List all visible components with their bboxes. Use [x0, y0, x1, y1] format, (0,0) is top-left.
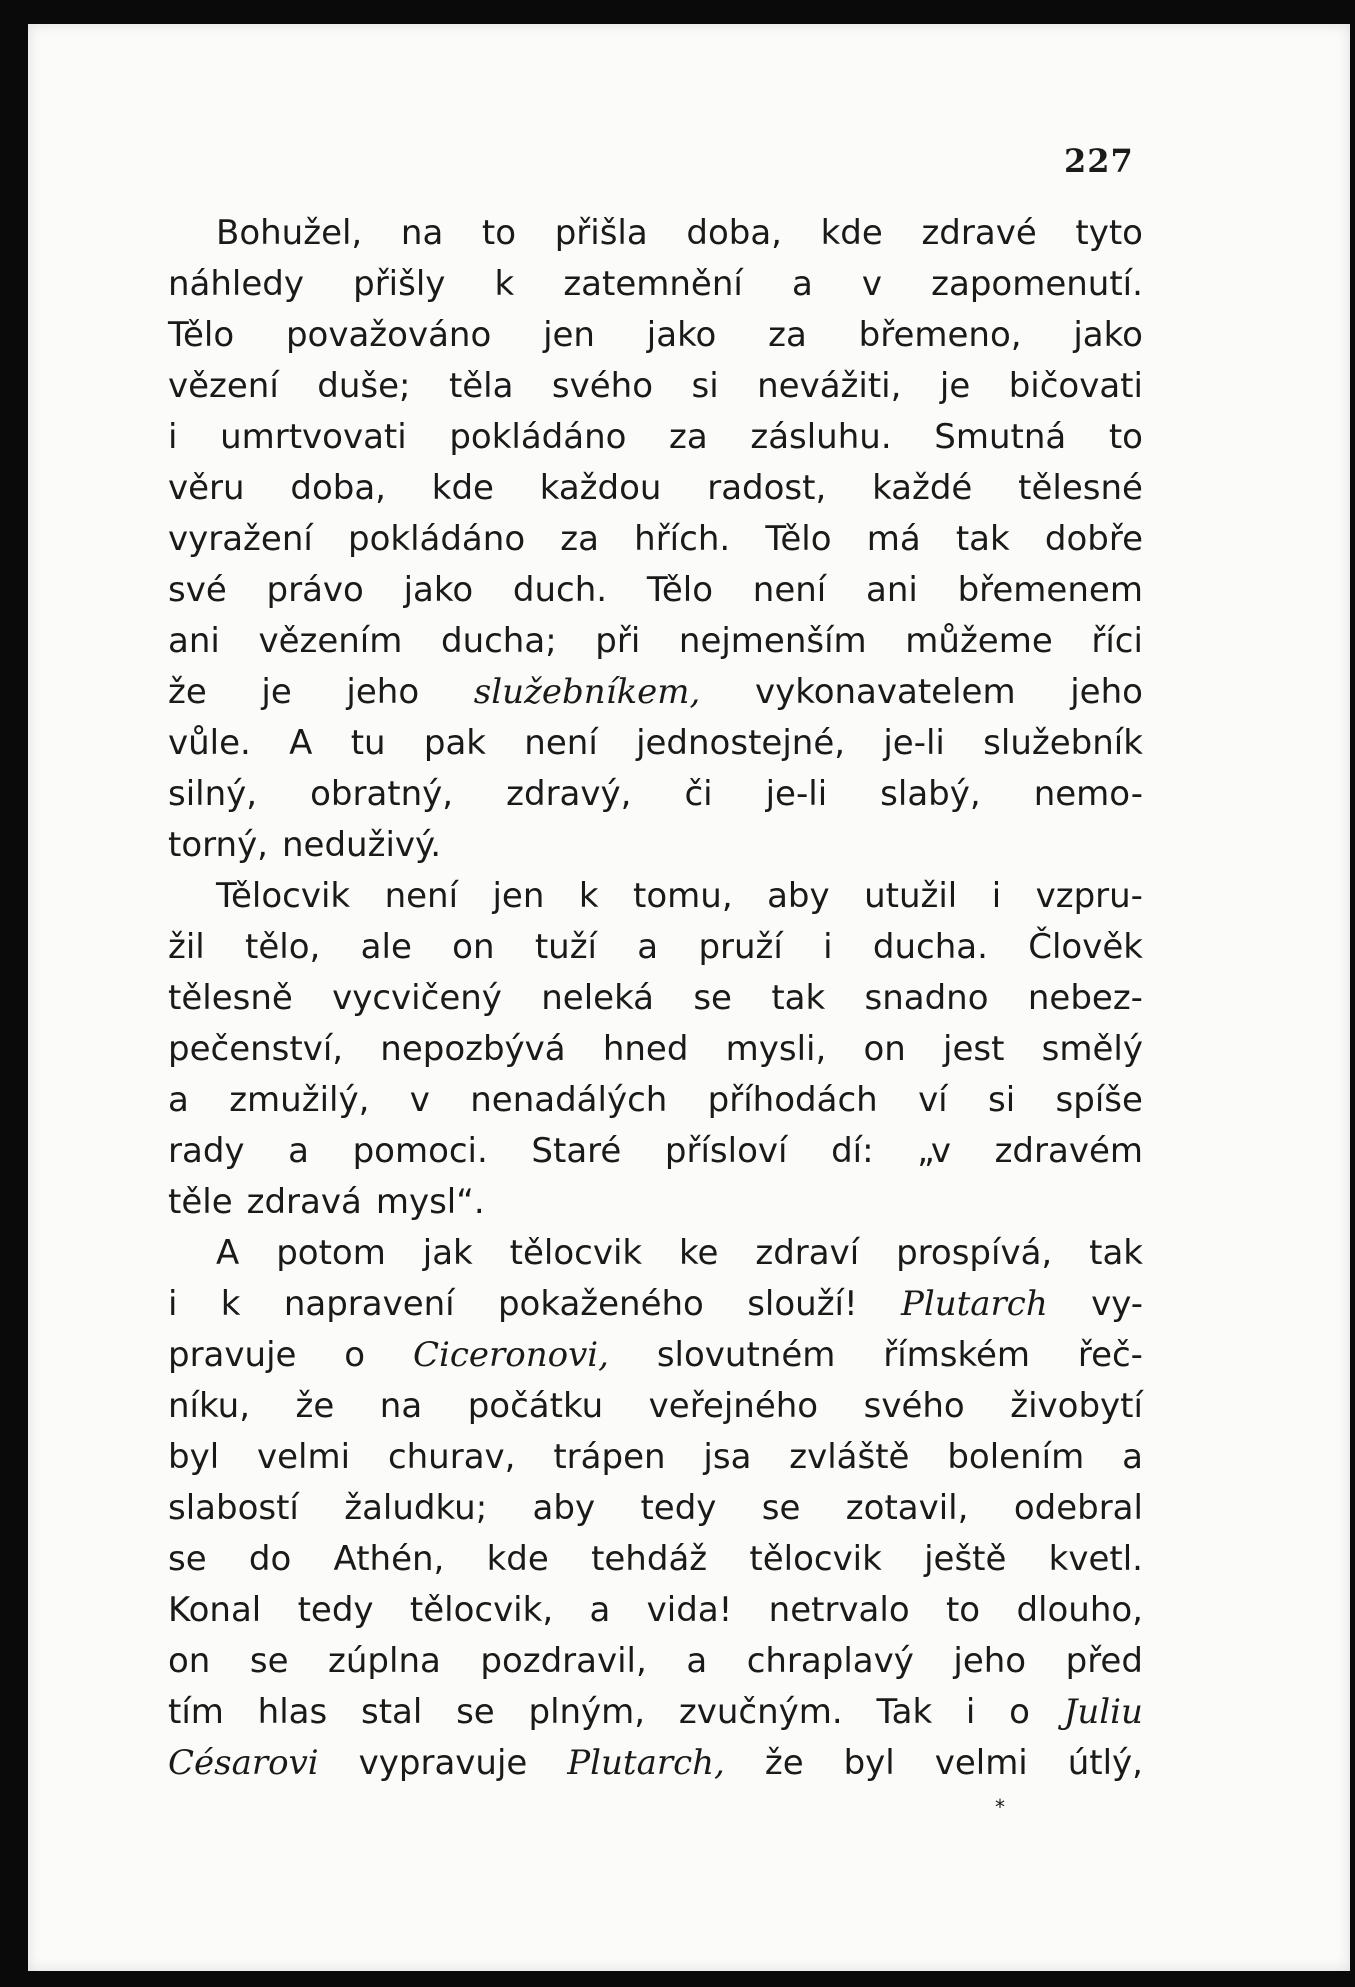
word: zvláště: [789, 1437, 910, 1477]
word: to: [481, 213, 517, 253]
word: tělesné: [1018, 468, 1143, 508]
text-line: [168, 1126, 1143, 1177]
word: jeho: [1070, 672, 1143, 712]
text-line: [168, 412, 1143, 463]
word: dobře: [1044, 519, 1143, 559]
word: a: [168, 1080, 189, 1120]
word: vy-: [1091, 1284, 1143, 1324]
word: níku,: [168, 1386, 250, 1426]
word: neleká: [541, 978, 655, 1018]
word: Člověk: [1028, 927, 1143, 967]
word: tyto: [1075, 213, 1143, 253]
text-line: [168, 208, 1143, 259]
word: torný,: [168, 825, 268, 865]
word: pak: [423, 723, 486, 763]
word: k: [220, 1284, 241, 1324]
word: jen: [543, 315, 595, 355]
word: římském: [883, 1335, 1030, 1375]
word: plným,: [528, 1692, 646, 1732]
word: nevážiti,: [757, 366, 902, 406]
word: se: [456, 1692, 495, 1732]
word: tedy: [640, 1488, 717, 1528]
word: slabý,: [880, 774, 981, 814]
text-line: [168, 973, 1143, 1024]
text-line: [168, 310, 1143, 361]
footer-mark: *: [995, 1795, 1005, 1819]
word: zdraví: [755, 1233, 860, 1273]
word: duše;: [317, 366, 411, 406]
italic-word: služebníkem,: [473, 672, 701, 712]
word: i: [168, 1284, 178, 1324]
word: slabostí: [168, 1488, 299, 1528]
word: za: [560, 519, 599, 559]
word: je: [939, 366, 971, 406]
word: vypravuje: [358, 1743, 528, 1783]
word: vůle.: [168, 723, 251, 763]
word: hned: [602, 1029, 689, 1069]
word: do: [248, 1539, 292, 1579]
word: velmi: [934, 1743, 1028, 1783]
word: se: [693, 978, 732, 1018]
word: zdravá: [246, 1182, 362, 1222]
word: velmi: [257, 1437, 351, 1477]
word: nepozbývá: [380, 1029, 566, 1069]
text-line: [168, 1075, 1143, 1126]
word: těle: [168, 1182, 233, 1222]
word: neduživý.: [282, 825, 442, 865]
word: tehdáž: [591, 1539, 708, 1579]
word: o: [344, 1335, 366, 1375]
word: tu: [350, 723, 386, 763]
word: hlas: [257, 1692, 328, 1732]
text-line: [168, 259, 1143, 310]
word: ještě: [924, 1539, 1007, 1579]
word: každou: [539, 468, 662, 508]
word: a: [589, 1590, 611, 1630]
word: pečenství,: [168, 1029, 344, 1069]
word: Tělocvik: [216, 876, 351, 916]
word: každé: [872, 468, 973, 508]
word: tak: [1089, 1233, 1143, 1273]
word: jen: [492, 876, 545, 916]
word: vězením: [258, 621, 403, 661]
word: příhodách: [707, 1080, 878, 1120]
word: pomoci.: [352, 1131, 488, 1171]
word: a: [288, 1131, 309, 1171]
word: aby: [767, 876, 830, 916]
word: svého: [551, 366, 654, 406]
body-text: [168, 208, 1143, 1789]
word: na: [379, 1386, 423, 1426]
word: řeč-: [1077, 1335, 1143, 1375]
word: Tělo: [765, 519, 832, 559]
word: kvetl.: [1048, 1539, 1143, 1579]
word: nebez-: [1027, 978, 1143, 1018]
text-line: [168, 922, 1143, 973]
word: není: [752, 570, 827, 610]
text-line: [168, 565, 1143, 616]
text-line: [168, 1024, 1143, 1075]
text-line: [168, 820, 1143, 871]
word: zdravý,: [506, 774, 632, 814]
word: přišla: [554, 213, 648, 253]
page-number: 227: [1064, 142, 1134, 180]
word: služebník: [983, 723, 1143, 763]
word: živobytí: [1010, 1386, 1143, 1426]
word: Konal: [168, 1590, 262, 1630]
text-line: [168, 1228, 1143, 1279]
word: jako: [1073, 315, 1143, 355]
word: přišly: [353, 264, 446, 304]
word: pokaženého: [497, 1284, 704, 1324]
italic-word: Césarovi: [168, 1743, 319, 1783]
word: pokládáno: [348, 519, 526, 559]
word: pokládáno: [449, 417, 627, 457]
italic-word: Plutarch,: [567, 1743, 725, 1783]
word: nenadálých: [470, 1080, 668, 1120]
text-line: [168, 718, 1143, 769]
word: na: [400, 213, 444, 253]
word: zúplna: [328, 1641, 441, 1681]
word: utužil: [864, 876, 958, 916]
word: dlouho,: [1016, 1590, 1143, 1630]
word: se: [168, 1539, 207, 1579]
word: k: [494, 264, 515, 304]
word: umrtvovati: [220, 417, 407, 457]
word: rady: [168, 1131, 245, 1171]
word: chraplavý: [746, 1641, 914, 1681]
word: „v: [917, 1131, 951, 1171]
word: on: [168, 1641, 211, 1681]
word: ke: [679, 1233, 719, 1273]
word: ale: [360, 927, 412, 967]
word: Athén,: [333, 1539, 445, 1579]
word: Tak: [876, 1692, 933, 1732]
text-line: [168, 667, 1143, 718]
word: že: [764, 1743, 804, 1783]
word: vzpru-: [1035, 876, 1143, 916]
word: vida!: [646, 1590, 733, 1630]
word: A: [289, 723, 313, 763]
word: a: [637, 927, 659, 967]
word: i: [168, 417, 178, 457]
word: nemo-: [1033, 774, 1143, 814]
word: Staré: [531, 1131, 622, 1171]
word: považováno: [285, 315, 492, 355]
word: zmužilý,: [229, 1080, 370, 1120]
text-line: [168, 1585, 1143, 1636]
word: bičovati: [1008, 366, 1143, 406]
word: slouží!: [747, 1284, 858, 1324]
word: to: [945, 1590, 981, 1630]
word: ducha;: [440, 621, 557, 661]
word: či: [684, 774, 713, 814]
word: hřích.: [634, 519, 731, 559]
word: právo: [266, 570, 364, 610]
text-line: [168, 514, 1143, 565]
word: tomu,: [633, 876, 733, 916]
word: se: [249, 1641, 289, 1681]
word: zapomenutí.: [931, 264, 1143, 304]
word: byl: [168, 1437, 220, 1477]
word: přísloví: [664, 1131, 788, 1171]
word: A: [216, 1233, 240, 1273]
word: jsa: [703, 1437, 752, 1477]
word: napravení: [283, 1284, 455, 1324]
word: a: [686, 1641, 708, 1681]
word: má: [866, 519, 921, 559]
word: jak: [422, 1233, 473, 1273]
text-line: [168, 1687, 1143, 1738]
text-line: [168, 1534, 1143, 1585]
word: churav,: [387, 1437, 516, 1477]
italic-word: Plutarch: [900, 1284, 1048, 1324]
word: pruží: [698, 927, 783, 967]
word: věru: [168, 468, 245, 508]
word: trápen: [553, 1437, 666, 1477]
word: při: [595, 621, 641, 661]
word: prospívá,: [896, 1233, 1053, 1273]
word: ani: [865, 570, 918, 610]
word: i: [991, 876, 1002, 916]
text-line: [168, 1381, 1143, 1432]
word: radost,: [707, 468, 827, 508]
word: vyražení: [168, 519, 313, 559]
word: odebral: [1013, 1488, 1143, 1528]
word: žaludku;: [344, 1488, 488, 1528]
word: zatemnění: [563, 264, 743, 304]
word: smělý: [1041, 1029, 1143, 1069]
word: kde: [431, 468, 494, 508]
word: v: [861, 264, 883, 304]
word: své: [168, 570, 227, 610]
word: pravuje: [168, 1335, 297, 1375]
word: se: [761, 1488, 801, 1528]
word: tuží: [534, 927, 597, 967]
word: o: [1009, 1692, 1030, 1732]
word: kde: [820, 213, 883, 253]
word: si: [988, 1080, 1016, 1120]
word: a: [1122, 1437, 1143, 1477]
text-line: [168, 616, 1143, 667]
book-page: [28, 24, 1350, 1971]
word: duch.: [512, 570, 608, 610]
word: vězení: [168, 366, 279, 406]
word: doba,: [290, 468, 386, 508]
word: není: [384, 876, 459, 916]
word: tak: [771, 978, 826, 1018]
word: jako: [646, 315, 717, 355]
word: zvučným.: [678, 1692, 843, 1732]
word: snadno: [864, 978, 989, 1018]
word: vykonavatelem: [754, 672, 1016, 712]
text-line: [168, 1483, 1143, 1534]
word: Bohužel,: [216, 213, 363, 253]
word: ví: [918, 1080, 948, 1120]
word: svého: [863, 1386, 965, 1426]
word: veřejného: [648, 1386, 819, 1426]
word: před: [1065, 1641, 1143, 1681]
text-line: [168, 463, 1143, 514]
word: to: [1108, 417, 1143, 457]
word: Tělo: [168, 315, 235, 355]
word: zdravé: [921, 213, 1037, 253]
word: jednostejné,: [636, 723, 846, 763]
word: zdravém: [994, 1131, 1143, 1171]
text-line: [168, 769, 1143, 820]
text-line: [168, 1738, 1143, 1789]
text-line: [168, 361, 1143, 412]
word: k: [578, 876, 599, 916]
word: jeho: [346, 672, 420, 712]
word: těla: [448, 366, 514, 406]
text-line: [168, 1432, 1143, 1483]
word: jako: [403, 570, 474, 610]
word: aby: [532, 1488, 596, 1528]
word: za: [768, 315, 807, 355]
word: žil: [168, 927, 205, 967]
word: břemenem: [957, 570, 1143, 610]
word: je-li: [883, 723, 945, 763]
word: náhledy: [168, 264, 304, 304]
word: netrvalo: [768, 1590, 910, 1630]
word: i: [823, 927, 833, 967]
word: tělocvik: [509, 1233, 643, 1273]
word: že: [295, 1386, 335, 1426]
word: že: [168, 672, 207, 712]
word: doba,: [686, 213, 782, 253]
word: jest: [943, 1029, 1005, 1069]
word: nejmenším: [678, 621, 867, 661]
word: tedy: [297, 1590, 374, 1630]
word: potom: [276, 1233, 386, 1273]
word: v: [409, 1080, 430, 1120]
word: je: [261, 672, 292, 712]
word: není: [524, 723, 598, 763]
word: je-li: [765, 774, 828, 814]
word: byl: [843, 1743, 895, 1783]
italic-word: Ciceronovi,: [412, 1335, 609, 1375]
word: tělocvik,: [409, 1590, 554, 1630]
word: stal: [360, 1692, 423, 1732]
word: on: [863, 1029, 906, 1069]
word: můžeme: [905, 621, 1053, 661]
word: dí:: [831, 1131, 874, 1171]
text-line: [168, 1279, 1143, 1330]
word: obratný,: [310, 774, 454, 814]
word: silný,: [168, 774, 258, 814]
italic-word: Juliu: [1063, 1692, 1143, 1732]
word: bolením: [947, 1437, 1085, 1477]
text-line: [168, 1177, 1143, 1228]
word: kde: [486, 1539, 549, 1579]
word: slovutném: [656, 1335, 836, 1375]
word: tělesně: [168, 978, 293, 1018]
word: vycvičený: [332, 978, 502, 1018]
text-line: [168, 871, 1143, 922]
word: mysli,: [725, 1029, 827, 1069]
word: i: [965, 1692, 976, 1732]
word: si: [691, 366, 719, 406]
word: za: [669, 417, 708, 457]
word: Tělo: [646, 570, 714, 610]
word: a: [791, 264, 813, 304]
word: zotavil,: [845, 1488, 969, 1528]
text-line: [168, 1636, 1143, 1687]
word: útlý,: [1067, 1743, 1143, 1783]
word: jeho: [953, 1641, 1027, 1681]
word: ani: [168, 621, 220, 661]
word: mysl“.: [375, 1182, 485, 1222]
text-line: [168, 1330, 1143, 1381]
word: tělocvik: [749, 1539, 882, 1579]
word: zásluhu.: [750, 417, 892, 457]
word: břemeno,: [858, 315, 1022, 355]
word: spíše: [1055, 1080, 1143, 1120]
word: ducha.: [872, 927, 988, 967]
word: tak: [955, 519, 1010, 559]
word: Smutná: [934, 417, 1067, 457]
word: říci: [1091, 621, 1143, 661]
word: tím: [168, 1692, 224, 1732]
word: on: [452, 927, 495, 967]
word: tělo,: [245, 927, 321, 967]
word: počátku: [467, 1386, 604, 1426]
word: pozdravil,: [480, 1641, 647, 1681]
